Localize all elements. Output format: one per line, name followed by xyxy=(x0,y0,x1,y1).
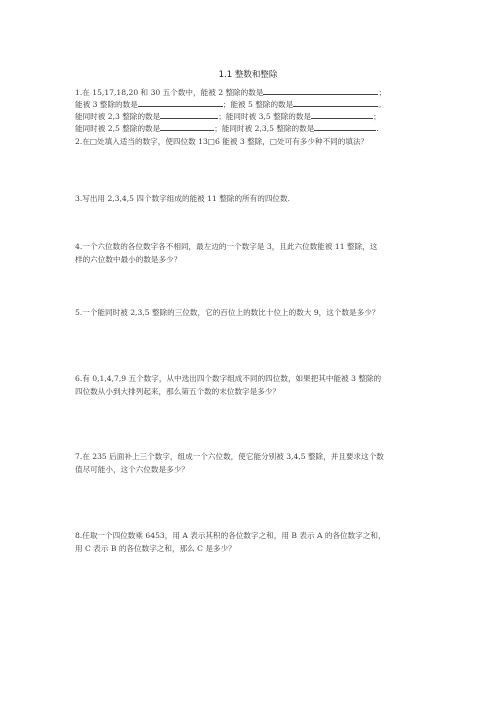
q1-line4b-text: ；能同时被 2,3,5 整除的数是 xyxy=(214,124,315,133)
q1-blank-div235 xyxy=(314,122,379,133)
q1-line4a-text: 能同时被 2,5 整除的数是 xyxy=(75,124,161,133)
q1-line2-end: 。 xyxy=(378,100,386,109)
q1-blank-div23 xyxy=(160,110,218,119)
q1-line3a-text: 能同时被 2,3 整除的数是 xyxy=(75,112,161,121)
page-title: 1.1 整数和整除 xyxy=(218,70,278,80)
q1-line3b-text: ；能同时被 3,5 整除的数是 xyxy=(218,112,312,121)
q7-line2: 值尽可能小，这个六位数是多少？ xyxy=(75,465,189,474)
q1-blank-div2 xyxy=(263,86,378,95)
q4-line1: 4.一个六位数的各位数字各不相同，最左边的一个数字是 3，且此六位数能被 11 整除，这 xyxy=(75,242,378,251)
q7-line1: 7.在 235 后面补上三个数字，组成一个六位数，使它能分别被 3,4,5 整除，并且要求这个数 xyxy=(75,452,384,461)
q6-line1: 6.有 0,1,4,7,9 五个数字，从中选出四个数字组成不同的四位数，如果把其中能被 3 整除的 xyxy=(75,374,382,383)
q8-line2: 用 C 表示 B 的各位数字之和，那么 C 是多少？ xyxy=(75,544,236,553)
q8-line1: 8.任取一个四位数乘 6453，用 A 表示其积的各位数字之和，用 B 表示 A 的各位数字之和， xyxy=(75,531,386,540)
q1-line2b-text: ；能被 5 整除的数是 xyxy=(222,100,294,109)
q1-blank-div25 xyxy=(160,122,214,131)
q1-blank-div35 xyxy=(311,110,373,119)
q1-line1-end: ； xyxy=(378,88,387,97)
q1-line2a-text: 能被 3 整除的数是 xyxy=(75,100,138,109)
q1-line2 xyxy=(75,98,420,110)
q6-line2: 四位数从小到大排列起来，那么第五个数的末位数字是多少？ xyxy=(75,387,281,396)
q1-line1 xyxy=(75,86,420,98)
q3-line1: 3.写出用 2,3,4,5 四个数字组成的能被 11 整除的所有的四位数. xyxy=(75,194,291,203)
q1-line3-end: ； xyxy=(373,112,381,121)
q1-line4-end: . xyxy=(376,124,379,133)
q1-line1-text: 1.在 15,17,18,20 和 30 五个数中，能被 2 整除的数是 xyxy=(75,88,264,97)
q5-line1: 5.一个能同时被 2,3,5 整除的三位数，它的百位上的数比十位上的数大 9，这个数是多少？ xyxy=(75,308,380,317)
q1-line3 xyxy=(75,110,420,122)
q1-blank-div3 xyxy=(138,98,223,107)
q2-line1: 2.在□处填入适当的数字，使四位数 13□6 能被 3 整除，□处可有多少种不同的填法？ xyxy=(75,137,369,146)
q1-line4 xyxy=(75,122,420,134)
q4-line2: 样的六位数中最小的数是多少？ xyxy=(75,255,182,264)
q1-blank-div5 xyxy=(293,98,378,107)
